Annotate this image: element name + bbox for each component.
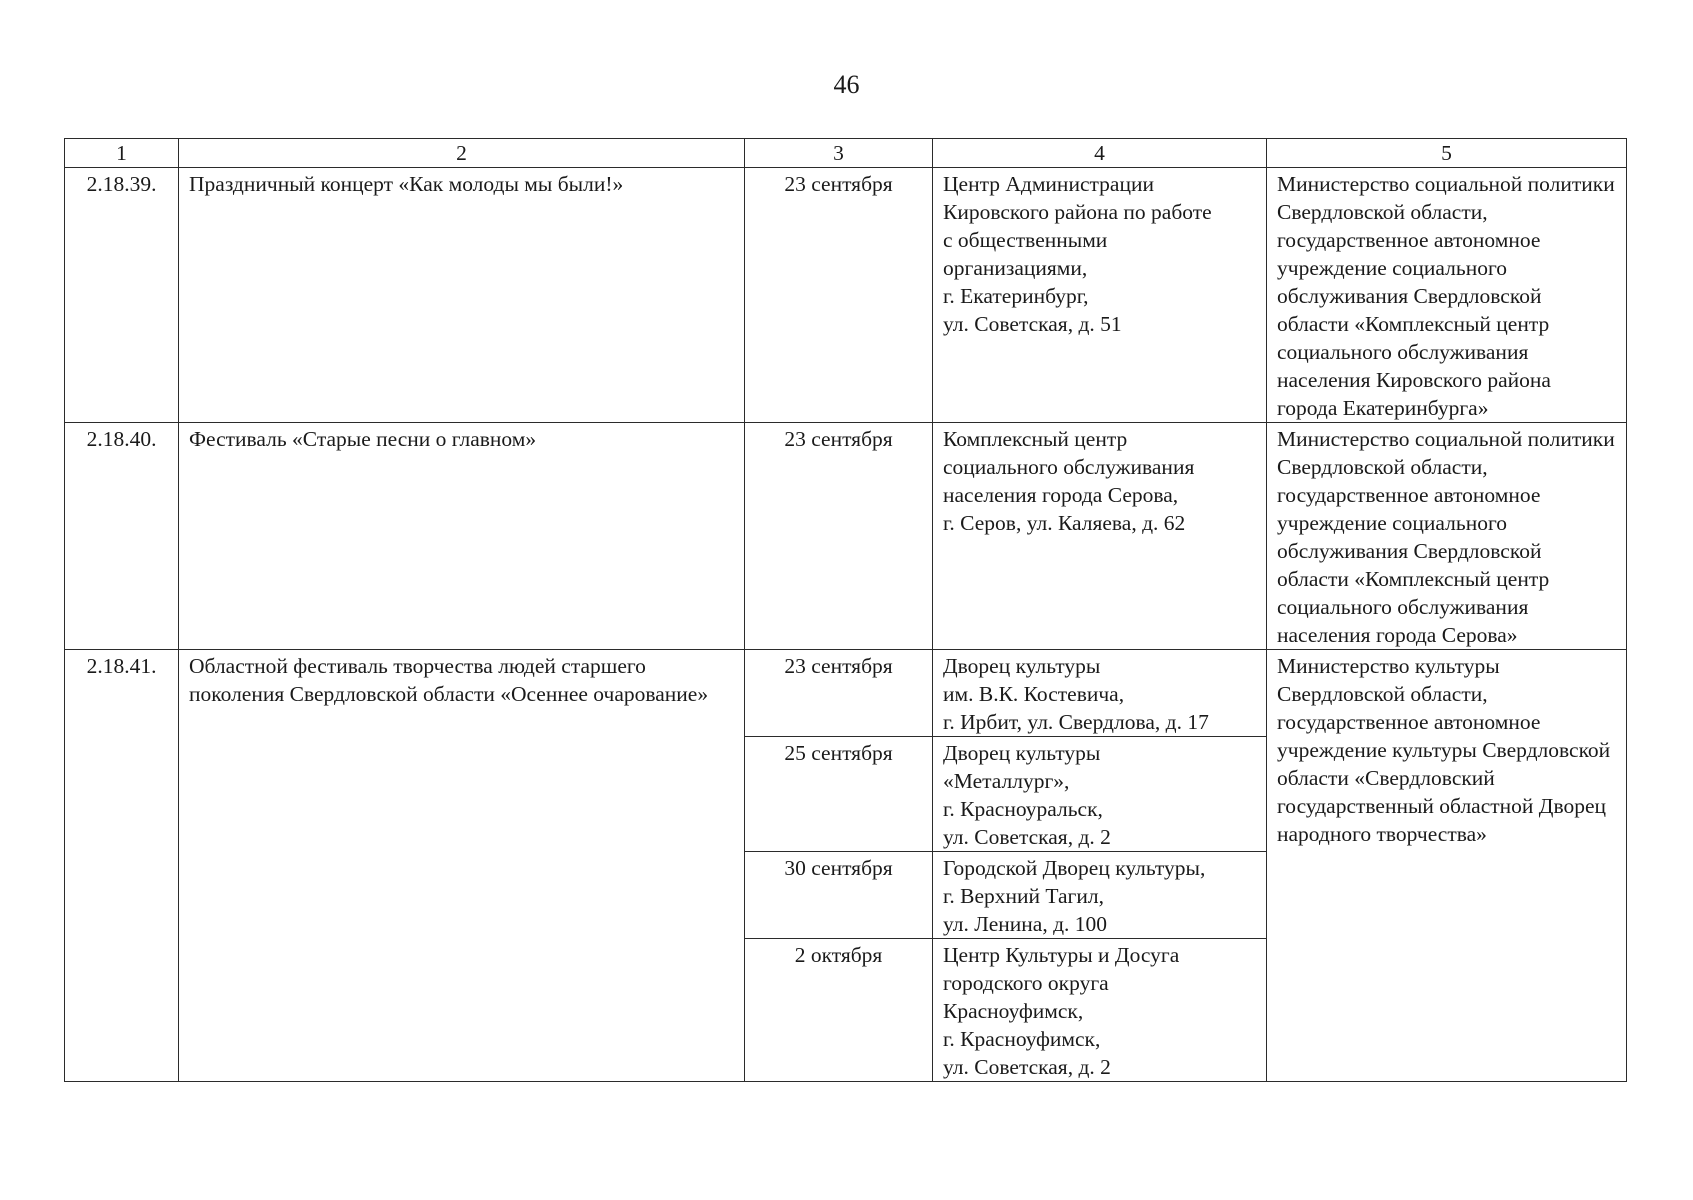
place-line: им. В.К. Костевича, <box>943 682 1125 706</box>
events-table <box>64 138 1627 1082</box>
column-header-4: 4 <box>933 139 1267 168</box>
place-line: Городской Дворец культуры, <box>943 856 1206 880</box>
column-header-2: 2 <box>179 139 745 168</box>
place-line: Дворец культуры <box>943 654 1101 678</box>
place-line: Комплексный центр <box>943 427 1128 451</box>
place-line: «Металлург», <box>943 769 1070 793</box>
place-line: городского округа <box>943 971 1109 995</box>
event-name: Областной фестиваль творчества людей старшего поколения Свердловской области «Осеннее очарование» <box>179 650 745 1082</box>
event-date: 23 сентября <box>745 423 933 650</box>
event-date: 2 октября <box>745 939 933 1082</box>
place-line: с общественными <box>943 228 1108 252</box>
place-line: Красноуфимск, <box>943 999 1084 1023</box>
event-date: 23 сентября <box>745 168 933 423</box>
column-header-3: 3 <box>745 139 933 168</box>
page-number: 46 <box>833 70 860 99</box>
row-number: 2.18.39. <box>65 168 179 423</box>
place-line: г. Серов, ул. Каляева, д. 62 <box>943 511 1186 535</box>
place-line: г. Красноуфимск, <box>943 1027 1101 1051</box>
column-header-1: 1 <box>65 139 179 168</box>
row-number: 2.18.41. <box>65 650 179 1082</box>
table-row <box>65 650 1627 737</box>
event-organizer: Министерство социальной политики Свердловской области, государственное автономное учреждение социального обслуживания Свердловской области «Комплексный центр социального обслуживания населения города Серова» <box>1267 423 1627 650</box>
place-line: ул. Советская, д. 2 <box>943 825 1111 849</box>
event-organizer: Министерство социальной политики Свердловской области, государственное автономное учреждение социального обслуживания Свердловской области «Комплексный центр социального обслуживания населения Кировского района города Екатеринбурга» <box>1267 168 1627 423</box>
event-name: Праздничный концерт «Как молоды мы были!» <box>179 168 745 423</box>
header-row <box>65 139 1627 168</box>
column-header-5: 5 <box>1267 139 1627 168</box>
place-line: социального обслуживания <box>943 455 1195 479</box>
event-place <box>933 168 1267 423</box>
event-date: 25 сентября <box>745 737 933 852</box>
table-row <box>65 423 1627 650</box>
place-line: Кировского района по работе <box>943 200 1212 224</box>
event-name: Фестиваль «Старые песни о главном» <box>179 423 745 650</box>
place-line: Дворец культуры <box>943 741 1101 765</box>
event-place <box>933 939 1267 1082</box>
place-line: ул. Советская, д. 51 <box>943 312 1122 336</box>
place-line: ул. Ленина, д. 100 <box>943 912 1108 936</box>
event-place <box>933 423 1267 650</box>
event-place <box>933 737 1267 852</box>
event-date: 30 сентября <box>745 852 933 939</box>
event-organizer: Министерство культуры Свердловской области, государственное автономное учреждение культуры Свердловской области «Свердловский государственный областной Дворец народного творчества» <box>1267 650 1627 1082</box>
place-line: ул. Советская, д. 2 <box>943 1055 1111 1079</box>
table-row <box>65 168 1627 423</box>
place-line: организациями, <box>943 256 1088 280</box>
place-line: г. Красноуральск, <box>943 797 1103 821</box>
event-place <box>933 852 1267 939</box>
place-line: Центр Культуры и Досуга <box>943 943 1180 967</box>
event-place <box>933 650 1267 737</box>
row-number: 2.18.40. <box>65 423 179 650</box>
place-line: г. Ирбит, ул. Свердлова, д. 17 <box>943 710 1209 734</box>
place-line: г. Верхний Тагил, <box>943 884 1104 908</box>
event-date: 23 сентября <box>745 650 933 737</box>
place-line: Центр Администрации <box>943 172 1154 196</box>
place-line: населения города Серова, <box>943 483 1179 507</box>
place-line: г. Екатеринбург, <box>943 284 1089 308</box>
